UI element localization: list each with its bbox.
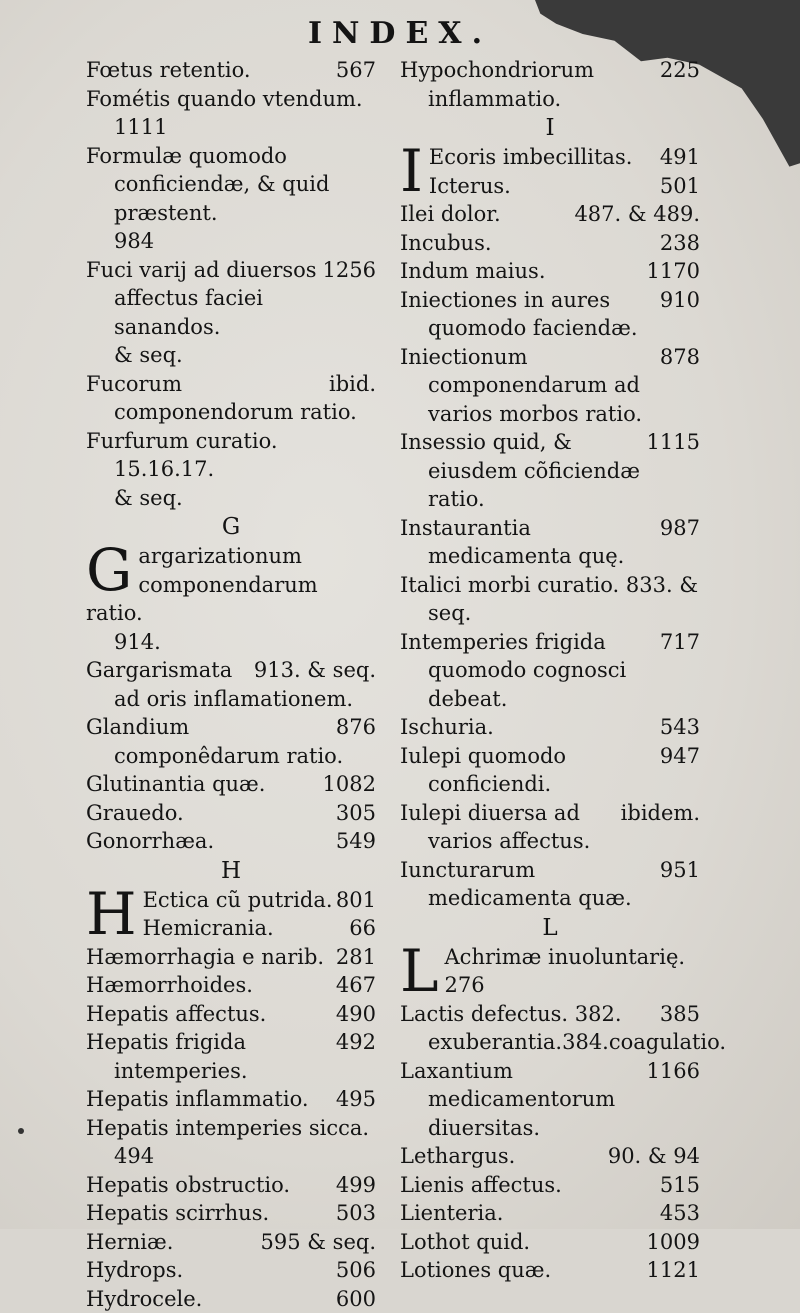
page-header: INDEX. (0, 16, 800, 51)
entry-page-number: 492 (336, 1028, 376, 1057)
index-entry (400, 229, 700, 258)
index-entry (400, 799, 700, 856)
entry-text: Ilei dolor. (400, 202, 501, 226)
entry-page-number: 717 (660, 628, 700, 657)
index-entry (86, 1085, 376, 1114)
index-entry (86, 1142, 376, 1171)
right-column (400, 56, 700, 1285)
entry-page-number: 490 (336, 1000, 376, 1029)
entry-text: Furfurum curatio. 15.16.17. (86, 429, 278, 482)
entry-text: & seq. (114, 486, 183, 510)
ink-spot (18, 1128, 24, 1134)
entry-text: Insessio quid, & eiusdem cõficiendæ ratio. (400, 430, 640, 511)
entry-text: Fuci varij ad diuersos affectus faciei sanandos. (86, 258, 317, 339)
entry-text: Icterus. (429, 174, 511, 198)
entry-text: Iulepi diuersa ad varios affectus. (400, 801, 590, 854)
index-entry (86, 1199, 376, 1228)
entry-page-number: 947 (660, 742, 700, 771)
h-drop-block (86, 886, 376, 943)
entry-text: Glutinantia quæ. (86, 772, 265, 796)
entry-page-number: 543 (660, 713, 700, 742)
section-letter-i: I (400, 113, 700, 143)
entry-page-number: 499 (336, 1171, 376, 1200)
index-entry (400, 428, 700, 514)
entry-page-number: 385 (660, 1000, 700, 1029)
index-entry (400, 628, 700, 714)
entry-text: argarizationum componendarum ratio. (86, 544, 318, 625)
entry-page-number: 1170 (647, 257, 700, 286)
entry-page-number: 951 (660, 856, 700, 885)
entry-page-number: ibidem. (621, 799, 700, 828)
entry-page-ref: 914. (86, 628, 376, 657)
entry-page-number: 878 (660, 343, 700, 372)
index-entry (86, 256, 376, 342)
index-entry (86, 914, 376, 943)
index-entry (400, 172, 700, 201)
section-letter-h: H (86, 856, 376, 886)
entry-text: Gonorrhæa. (86, 829, 214, 853)
entry-text: Hypochondriorum inflammatio. (400, 58, 594, 111)
entry-text: Hæmorrhagia e narib. (86, 945, 324, 969)
entry-page-number: ibid. (329, 370, 376, 399)
index-entry (400, 1000, 700, 1057)
index-entry (86, 656, 376, 713)
entry-page-number: 487. & 489. (574, 200, 700, 229)
section-letter-l: L (400, 913, 700, 943)
entry-page-number: 495 (336, 1085, 376, 1114)
index-entry (86, 227, 376, 256)
entry-page-number: 90. & 94 (608, 1142, 700, 1171)
entry-page-number: 491 (660, 143, 700, 172)
index-entry (400, 571, 700, 600)
entry-text: Intemperies frigida quomodo cognosci debeat. (400, 630, 626, 711)
entry-text: Hydrops. (86, 1258, 183, 1282)
index-entry (86, 85, 376, 114)
index-entry (86, 713, 376, 770)
index-entry (86, 1114, 376, 1143)
entry-text: Instaurantia medicamenta quę. (400, 516, 624, 569)
index-entry (400, 1171, 700, 1200)
index-entry (86, 427, 376, 484)
entry-page-number: 595 & seq. (261, 1228, 376, 1257)
index-entry (400, 1142, 700, 1171)
index-entry (400, 143, 700, 172)
index-entry (86, 370, 376, 427)
entry-text: Iulepi quomodo conficiendi. (400, 744, 566, 797)
entry-page-number: 567 (336, 56, 376, 85)
entry-text: Lotiones quæ. (400, 1258, 551, 1282)
entry-text: Grauedo. (86, 801, 184, 825)
entry-page-number: 801 (336, 886, 376, 915)
entry-text: & seq. (114, 343, 183, 367)
index-entry (86, 1171, 376, 1200)
index-entry (400, 943, 700, 1000)
index-entry (86, 1028, 376, 1085)
entry-text: Indum maius. (400, 259, 546, 283)
entry-page-number: 1115 (647, 428, 700, 457)
entry-text: Hæmorrhoides. (86, 973, 253, 997)
index-entry (86, 484, 376, 513)
index-entry (400, 856, 700, 913)
entry-text: Iniectionum componendarum ad varios morbos ratio. (400, 345, 642, 426)
entry-text: Lienteria. (400, 1201, 503, 1225)
entry-page-number: 549 (336, 827, 376, 856)
index-entry (400, 200, 700, 229)
index-entry (86, 1000, 376, 1029)
entry-text: Iniectiones in aures quomodo faciendæ. (400, 288, 638, 341)
entry-text: Hydrocele. (86, 1287, 202, 1311)
index-entry (86, 1256, 376, 1285)
drop-cap-i: I (400, 147, 423, 195)
entry-text: Hepatis intemperies sicca. (86, 1116, 369, 1140)
entry-page-number: 453 (660, 1199, 700, 1228)
entry-text: Hemicrania. (143, 916, 274, 940)
index-entry (86, 142, 376, 228)
entry-page-number: 225 (660, 56, 700, 85)
entry-page-number: 281 (336, 943, 376, 972)
entry-text: Laxantium medicamentorum diuersitas. (400, 1059, 615, 1140)
entry-page-number: 467 (336, 971, 376, 1000)
entry-page-number: 515 (660, 1171, 700, 1200)
index-entry (86, 1228, 376, 1257)
entry-page-number: 1166 (647, 1057, 700, 1086)
index-entry (86, 542, 376, 628)
entry-page-number: 506 (336, 1256, 376, 1285)
entry-text: Gargarismata ad oris inflamationem. (86, 658, 353, 711)
section-letter-g: G (86, 512, 376, 542)
index-entry (400, 286, 700, 343)
entry-text: Hepatis scirrhus. (86, 1201, 269, 1225)
entry-page-number: 1256 (323, 256, 376, 285)
index-entry (400, 599, 700, 628)
entry-text: Incubus. (400, 231, 492, 255)
index-entry (400, 1199, 700, 1228)
index-entry (86, 341, 376, 370)
index-entry (86, 113, 376, 142)
entry-page-ref: 276 (400, 971, 700, 1000)
entry-text: Glandium componêdarum ratio. (86, 715, 343, 768)
entry-page-number: 305 (336, 799, 376, 828)
entry-text: 984 (114, 229, 154, 253)
entry-page-number: 913. & seq. (254, 656, 376, 685)
index-entry (86, 827, 376, 856)
index-entry (86, 971, 376, 1000)
entry-text: Lactis defectus. 382. exuberantia.384.coagulatio. (400, 1002, 726, 1055)
drop-cap-h: H (86, 890, 137, 938)
entry-text: Italici morbi curatio. 833. & (400, 573, 698, 597)
entry-text: Ecoris imbecillitas. (429, 145, 632, 169)
entry-page-number: 503 (336, 1199, 376, 1228)
index-entry (86, 770, 376, 799)
entry-page-number: 66 (349, 914, 376, 943)
entry-page-number: 1121 (647, 1256, 700, 1285)
entry-text: Hepatis obstructio. (86, 1173, 290, 1197)
index-entry (86, 56, 376, 85)
index-entry (400, 742, 700, 799)
entry-text: Hepatis inflammatio. (86, 1087, 309, 1111)
entry-text: Hepatis affectus. (86, 1002, 266, 1026)
entry-text: Herniæ. (86, 1230, 173, 1254)
index-entry (400, 1057, 700, 1143)
index-entry (400, 713, 700, 742)
entry-page-number: 876 (336, 713, 376, 742)
index-entry (400, 1228, 700, 1257)
entry-page-number: 1009 (647, 1228, 700, 1257)
index-entry (400, 257, 700, 286)
entry-page-number: 600 (336, 1285, 376, 1313)
index-entry (400, 56, 700, 113)
index-entry (86, 1285, 376, 1313)
entry-text: Fœtus retentio. (86, 58, 251, 82)
left-column (86, 56, 376, 1313)
drop-cap-g: G (86, 546, 132, 594)
entry-text: Hepatis frigida intemperies. (86, 1030, 248, 1083)
entry-text: Iuncturarum medicamenta quæ. (400, 858, 632, 911)
entry-page-number: 910 (660, 286, 700, 315)
entry-page-number: 501 (660, 172, 700, 201)
index-entry (400, 343, 700, 429)
entry-text: Fucorum componendorum ratio. (86, 372, 357, 425)
index-entry (86, 886, 376, 915)
entry-text: Ectica cũ putrida. (143, 888, 333, 912)
entry-text: Ischuria. (400, 715, 494, 739)
entry-text: 1111 (114, 115, 167, 139)
entry-text: 494 (114, 1144, 154, 1168)
entry-text: Fométis quando vtendum. (86, 87, 363, 111)
entry-text: Lienis affectus. (400, 1173, 562, 1197)
index-entry (86, 943, 376, 972)
entry-text: Achrimæ inuoluntarię. (445, 945, 686, 969)
entry-text: Formulæ quomodo conficiendæ, & quid præstent. (86, 144, 329, 225)
entry-text: Lothot quid. (400, 1230, 530, 1254)
i-drop-block (400, 143, 700, 200)
index-entry (400, 1256, 700, 1285)
entry-page-number: 1082 (323, 770, 376, 799)
entry-text: Lethargus. (400, 1144, 515, 1168)
entry-text: seq. (428, 601, 471, 625)
index-entry (86, 799, 376, 828)
entry-page-number: 987 (660, 514, 700, 543)
index-entry (400, 514, 700, 571)
drop-cap-l: L (400, 947, 439, 995)
entry-page-number: 238 (660, 229, 700, 258)
